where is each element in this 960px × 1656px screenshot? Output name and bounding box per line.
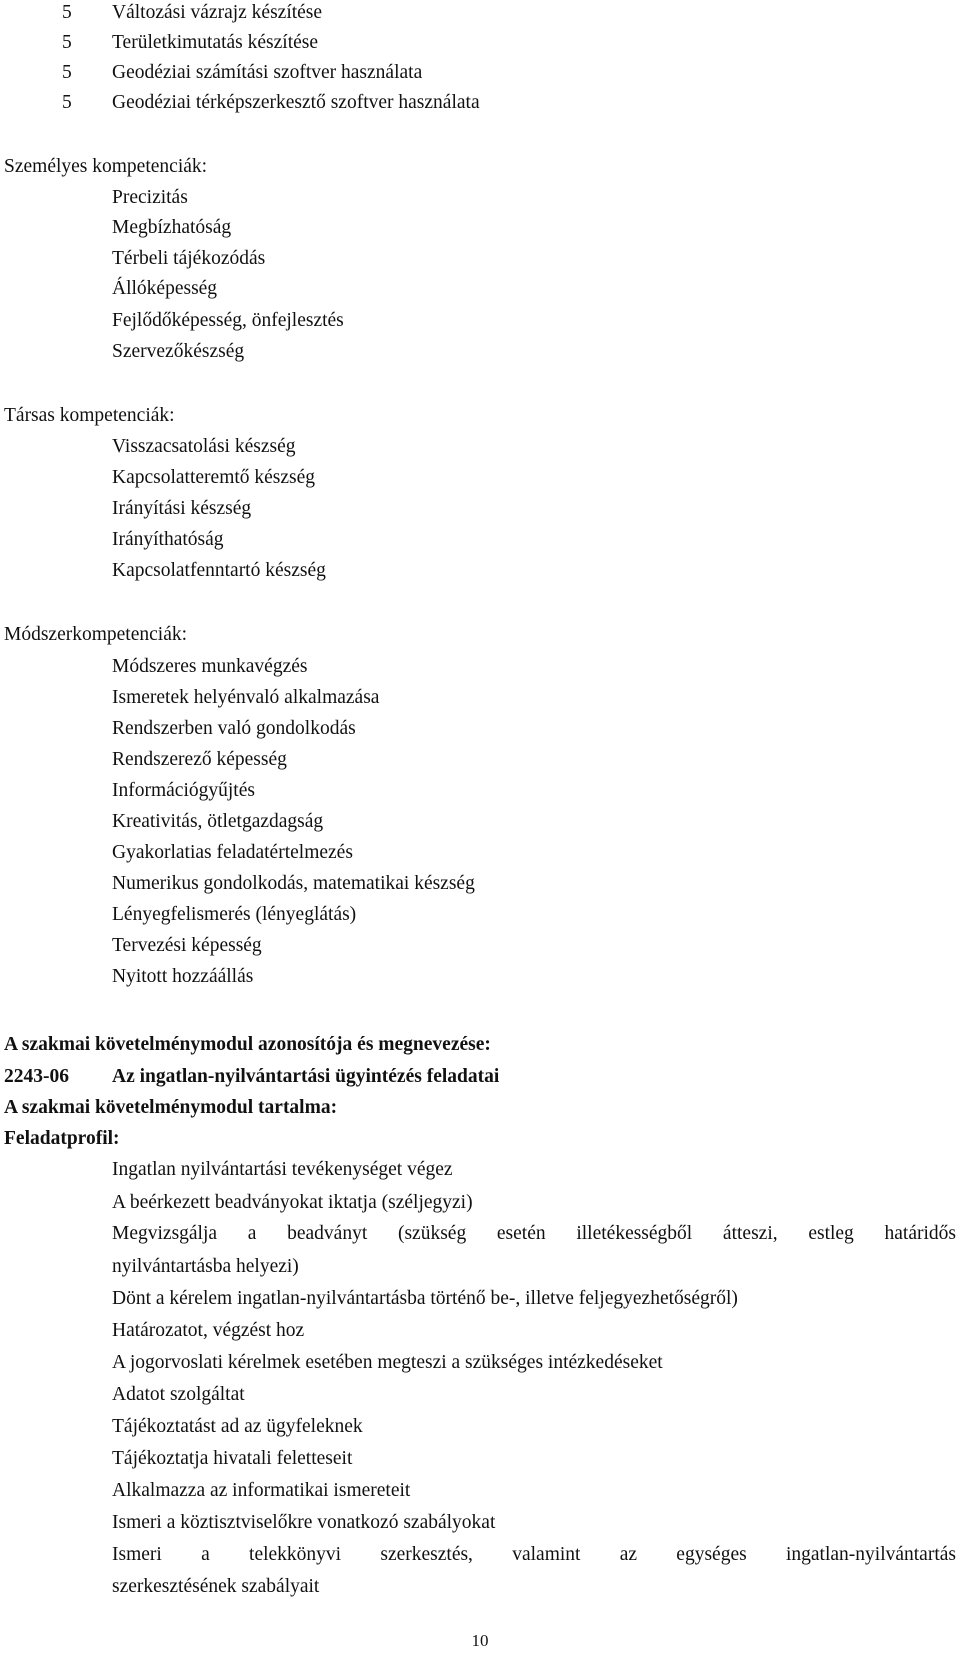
list-item: Kapcsolatfenntartó készség xyxy=(112,560,326,581)
module-id-heading: A szakmai követelménymodul azonosítója és megnevezése: xyxy=(4,1034,491,1055)
module-title: Az ingatlan-nyilvántartási ügyintézés feladatai xyxy=(112,1066,500,1087)
list-item: Numerikus gondolkodás, matematikai készség xyxy=(112,873,475,894)
module-code: 2243-06 xyxy=(4,1066,69,1087)
task-item: Ingatlan nyilvántartási tevékenységet végez xyxy=(112,1159,453,1180)
task-item: Dönt a kérelem ingatlan-nyilvántartásba történő be-, illetve feljegyezhetőségről) xyxy=(112,1288,738,1309)
list-item: Tervezési képesség xyxy=(112,935,262,956)
list-item: Kreativitás, ötletgazdagság xyxy=(112,811,324,832)
list-item: Irányítási készség xyxy=(112,498,252,519)
module-content-heading: A szakmai követelménymodul tartalma: xyxy=(4,1097,338,1118)
task-item: Tájékoztatást ad az ügyfeleknek xyxy=(112,1416,363,1437)
list-item: Információgyűjtés xyxy=(112,780,255,801)
list-item: Lényegfelismerés (lényeglátás) xyxy=(112,904,357,925)
section-heading-personal: Személyes kompetenciák: xyxy=(4,156,208,177)
list-item: Irányíthatóság xyxy=(112,529,224,550)
list-item: Rendszerező képesség xyxy=(112,749,287,770)
item-level: 5 xyxy=(62,92,72,113)
list-item: Módszeres munkavégzés xyxy=(112,656,308,677)
item-text: Geodéziai számítási szoftver használata xyxy=(112,62,423,83)
task-item: Tájékoztatja hivatali feletteseit xyxy=(112,1448,353,1469)
list-item: Precizitás xyxy=(112,187,188,208)
list-item: Nyitott hozzáállás xyxy=(112,966,254,987)
task-item: A beérkezett beadványokat iktatja (széljegyzi) xyxy=(112,1192,473,1213)
list-item: Visszacsatolási készség xyxy=(112,436,296,457)
task-item: Ismeri a köztisztviselőkre vonatkozó szabályokat xyxy=(112,1512,496,1533)
task-item: Alkalmazza az informatikai ismereteit xyxy=(112,1480,411,1501)
task-item: Adatot szolgáltat xyxy=(112,1384,245,1405)
section-heading-social: Társas kompetenciák: xyxy=(4,405,175,426)
list-item: Megbízhatóság xyxy=(112,217,232,238)
task-item: Határozatot, végzést hoz xyxy=(112,1320,305,1341)
list-item: Szervezőkészség xyxy=(112,341,245,362)
page-number: 10 xyxy=(471,1631,489,1650)
item-level: 5 xyxy=(62,2,72,23)
task-item: A jogorvoslati kérelmek esetében megteszi a szükséges intézkedéseket xyxy=(112,1352,663,1373)
item-text: Területkimutatás készítése xyxy=(112,32,319,53)
list-item: Fejlődőképesség, önfejlesztés xyxy=(112,310,344,331)
list-item: Ismeretek helyénvaló alkalmazása xyxy=(112,687,380,708)
list-item: Rendszerben való gondolkodás xyxy=(112,718,356,739)
list-item: Térbeli tájékozódás xyxy=(112,248,266,269)
item-level: 5 xyxy=(62,32,72,53)
profile-heading: Feladatprofil: xyxy=(4,1128,120,1149)
list-item: Gyakorlatias feladatértelmezés xyxy=(112,842,353,863)
section-heading-method: Módszerkompetenciák: xyxy=(4,624,188,645)
task-item-continuation: szerkesztésének szabályait xyxy=(112,1576,320,1597)
list-item: Állóképesség xyxy=(112,278,218,299)
item-text: Változási vázrajz készítése xyxy=(112,2,323,23)
task-item-continuation: nyilvántartásba helyezi) xyxy=(112,1256,299,1277)
list-item: Kapcsolatteremtő készség xyxy=(112,467,316,488)
item-text: Geodéziai térképszerkesztő szoftver használata xyxy=(112,92,480,113)
task-item: Ismeri a telekkönyvi szerkesztés, valamint az egységes ingatlan-nyilvántartás xyxy=(112,1544,956,1565)
task-item: Megvizsgálja a beadványt (szükség esetén illetékességből átteszi, estleg határidős xyxy=(112,1223,956,1244)
item-level: 5 xyxy=(62,62,72,83)
